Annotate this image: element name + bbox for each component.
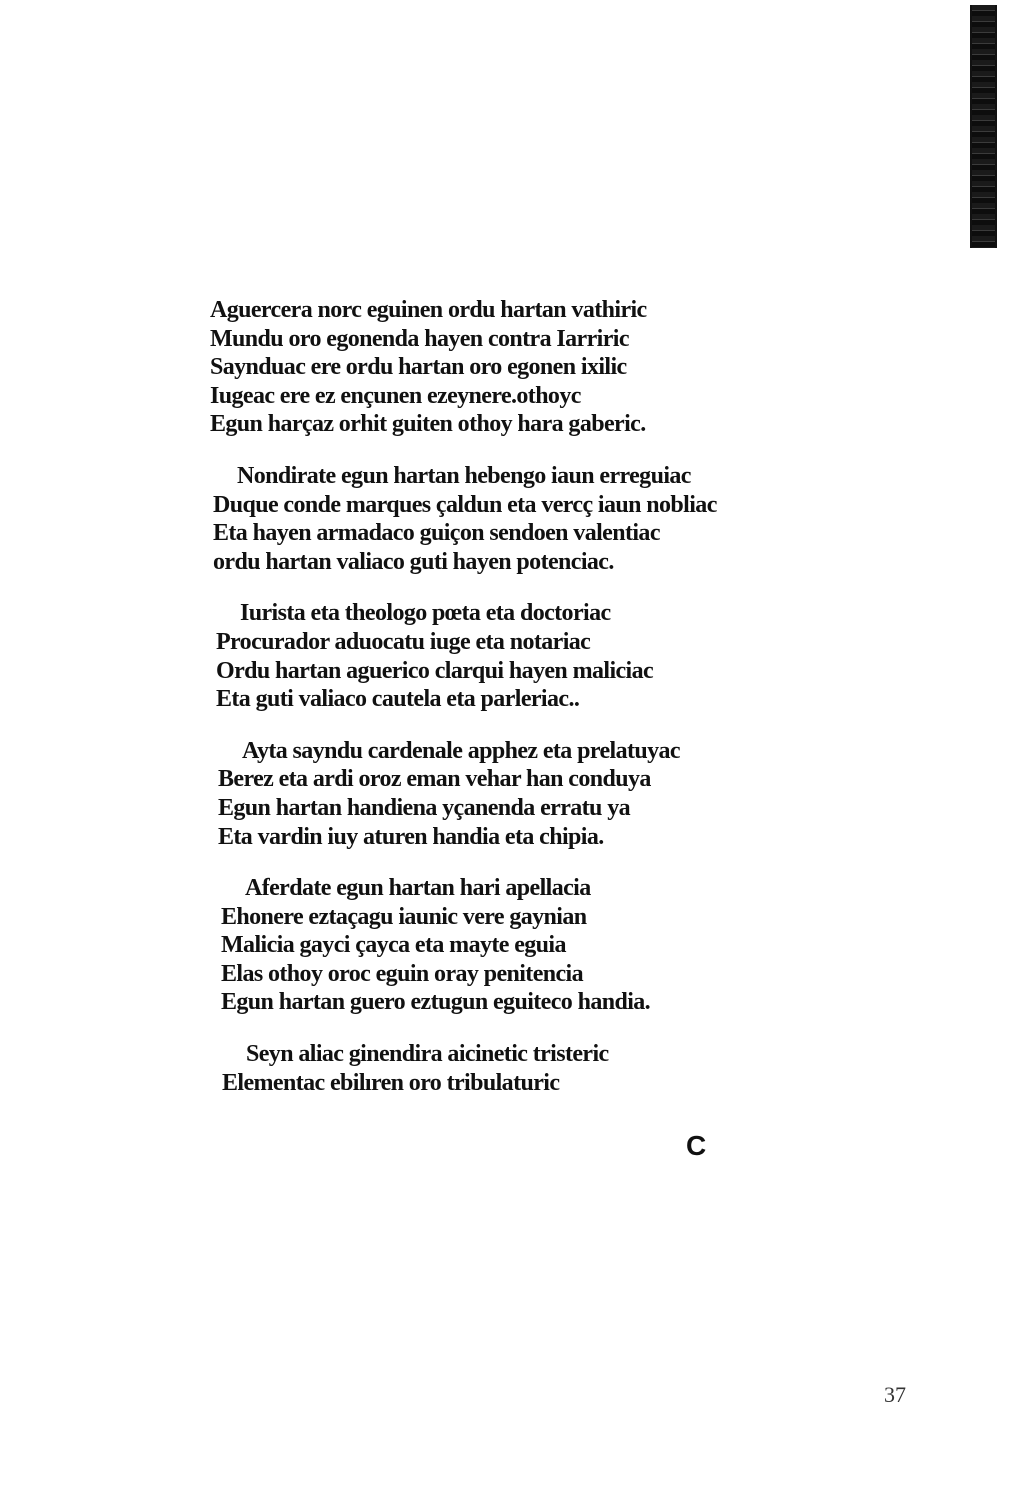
poem-line: Elas othoy oroc eguin oray penitencia — [221, 960, 584, 987]
poem-line: Egun hartan handiena yçanenda erratu ya — [218, 794, 630, 821]
stanza-2 — [210, 462, 830, 576]
poem-line: Iurista eta theologo pœta eta doctoriac — [240, 600, 611, 627]
poem-line: Aferdate egun hartan hari apellacia — [245, 875, 591, 902]
poem-line: Eta vardin iuy aturen handia eta chipia. — [218, 823, 604, 850]
stanza-5 — [210, 874, 830, 1017]
poem-line: Ordu hartan aguerico clarqui hayen maliciac — [216, 657, 654, 684]
poem-line: Ehonere eztaçagu iaunic vere gaynian — [221, 903, 587, 930]
stanza-4 — [210, 737, 830, 851]
stanza-3 — [210, 599, 830, 713]
poem-line: Duque conde marques çaldun eta vercç iaun nobliac — [213, 491, 717, 518]
scan-edge-bar — [970, 5, 997, 248]
poem-line: Mundu oro egonenda hayen contra Iarriric — [210, 325, 629, 352]
poem-line: Elementac ebilıren oro tribulaturic — [222, 1069, 560, 1096]
page-number: 37 — [884, 1382, 906, 1407]
stanza-6 — [210, 1040, 830, 1097]
poem-line: Procurador aduocatu iuge eta notariac — [216, 628, 591, 655]
poem-line: Nondirate egun hartan hebengo iaun erreguiac — [237, 462, 691, 489]
stanza-1 — [210, 296, 830, 439]
poem-line: Ayta sayndu cardenale apphez eta prelatuyac — [242, 737, 680, 764]
signature-mark: C — [686, 1130, 707, 1161]
poem-line: Eta hayen armadaco guiçon sendoen valentiac — [213, 520, 660, 547]
poem-text — [210, 296, 830, 1097]
poem-line: Saynduac ere ordu hartan oro egonen ixilic — [210, 354, 627, 381]
poem-line: Aguercera norc eguinen ordu hartan vathiric — [210, 297, 647, 323]
poem-line: Iugeac ere ez ençunen ezeynere.othoyc — [210, 382, 581, 409]
poem-line: Eta guti valiaco cautela eta parleriac.. — [216, 686, 580, 713]
poem-line: Egun harçaz orhit guiten othoy hara gaberic. — [210, 411, 646, 438]
poem-line: Malicia gayci çayca eta mayte eguia — [221, 932, 566, 959]
poem-line: Egun hartan guero eztugun eguiteco handia. — [221, 989, 651, 1016]
poem-line: Berez eta ardi oroz eman vehar han conduya — [218, 766, 651, 793]
poem-line: ordu hartan valiaco guti hayen potenciac. — [213, 548, 614, 575]
poem-line: Seyn aliac ginendira aicinetic tristeric — [246, 1041, 609, 1068]
